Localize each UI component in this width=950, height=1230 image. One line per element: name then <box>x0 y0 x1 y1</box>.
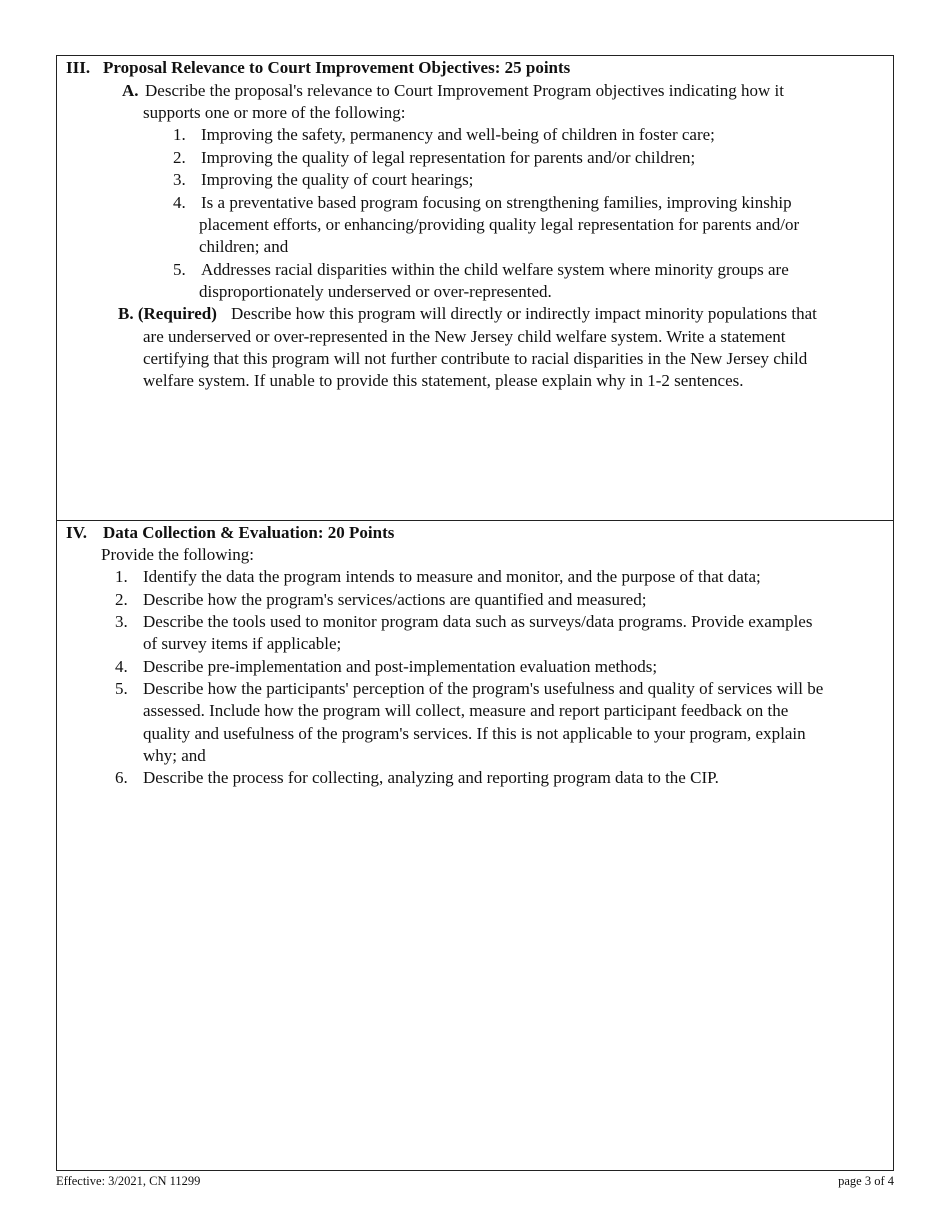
item-num: 6. <box>115 768 128 787</box>
item-a-sub-text: Addresses racial disparities within the child welfare system where minority groups are <box>201 260 789 279</box>
item-a-sub-num: 5. <box>173 260 186 279</box>
item-a-sub-num: 2. <box>173 148 186 167</box>
item-text: quality and usefulness of the program's services. If this is not applicable to your program, explain <box>143 724 806 743</box>
item-text: Describe pre-implementation and post-implementation evaluation methods; <box>143 657 658 676</box>
item-text: why; and <box>143 746 206 765</box>
item-b-line: welfare system. If unable to provide this statement, please explain why in 1-2 sentences. <box>143 371 744 390</box>
item-a-sub-text: Improving the safety, permanency and well-being of children in foster care; <box>201 125 715 144</box>
item-b-label: B. (Required) <box>118 304 217 323</box>
item-a-sub-text: disproportionately underserved or over-represented. <box>199 282 552 301</box>
item-a-sub-text: Improving the quality of court hearings; <box>201 170 474 189</box>
item-text: Describe the process for collecting, analyzing and reporting program data to the CIP. <box>143 768 719 787</box>
item-text: Describe how the program's services/actions are quantified and measured; <box>143 590 647 609</box>
footer-effective-date: Effective: 3/2021, CN 11299 <box>56 1174 201 1188</box>
item-a-sub-num: 4. <box>173 193 186 212</box>
item-a-label: A. <box>122 81 139 100</box>
item-text: Describe how the participants' perception of the program's usefulness and quality of services will be <box>143 679 824 698</box>
section-4-intro: Provide the following: <box>101 545 254 564</box>
item-text: assessed. Include how the program will collect, measure and report participant feedback on the <box>143 701 789 720</box>
item-a-sub-num: 3. <box>173 170 186 189</box>
item-text: Identify the data the program intends to measure and monitor, and the purpose of that data; <box>143 567 761 586</box>
item-a-line: Describe the proposal's relevance to Court Improvement Program objectives indicating how it <box>145 81 784 100</box>
item-text: of survey items if applicable; <box>143 634 342 653</box>
item-text: Describe the tools used to monitor program data such as surveys/data programs. Provide examples <box>143 612 813 631</box>
section-3-heading: Proposal Relevance to Court Improvement Objectives: 25 points <box>103 58 571 77</box>
item-a-sub-num: 1. <box>173 125 186 144</box>
item-a-sub-text: Is a preventative based program focusing on strengthening families, improving kinship <box>201 193 792 212</box>
item-num: 1. <box>115 567 128 586</box>
item-num: 4. <box>115 657 128 676</box>
item-num: 5. <box>115 679 128 698</box>
item-b-line: are underserved or over-represented in the New Jersey child welfare system. Write a statement <box>143 327 786 346</box>
item-a-sub-text: children; and <box>199 237 289 256</box>
section-4-heading: Data Collection & Evaluation: 20 Points <box>103 523 395 542</box>
item-num: 2. <box>115 590 128 609</box>
item-num: 3. <box>115 612 128 631</box>
item-b-line: certifying that this program will not further contribute to racial disparities in the New Jersey child <box>143 349 808 368</box>
item-b-line: Describe how this program will directly or indirectly impact minority populations that <box>231 304 817 323</box>
footer-page-number: page 3 of 4 <box>838 1174 894 1188</box>
item-a-line: supports one or more of the following: <box>143 103 406 122</box>
item-a-sub-text: Improving the quality of legal representation for parents and/or children; <box>201 148 696 167</box>
section-4-numeral: IV. <box>66 523 87 542</box>
section-3-numeral: III. <box>66 58 91 77</box>
item-a-sub-text: placement efforts, or enhancing/providing quality legal representation for parents and/or <box>199 215 800 234</box>
